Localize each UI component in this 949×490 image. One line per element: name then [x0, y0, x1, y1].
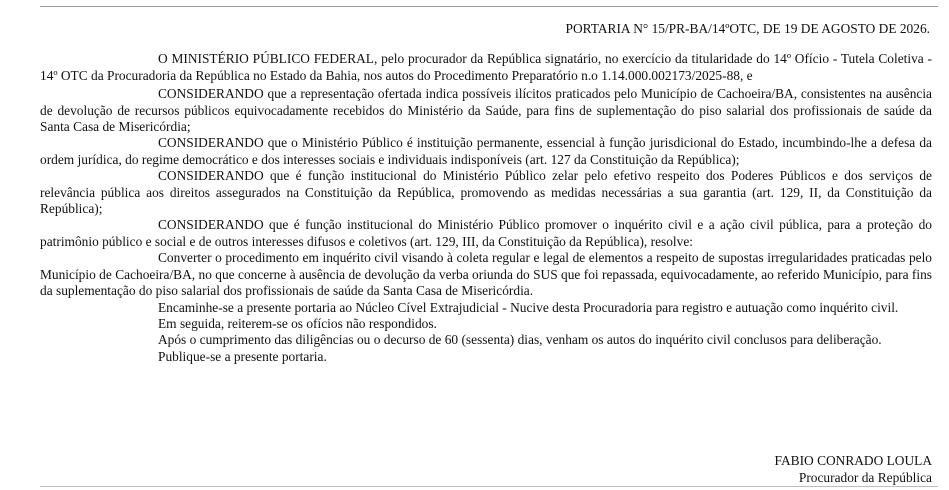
determination-deadline: Após o cumprimento das diligências ou o decurso de 60 (sessenta) dias, venham os autos do inquérito civil conclusos para deliberação.	[158, 332, 882, 348]
top-divider	[40, 6, 938, 7]
signature-block	[775, 452, 932, 486]
determination-publish: Publique-se a presente portaria.	[158, 348, 327, 364]
intro-paragraph: O MINISTÉRIO PÚBLICO FEDERAL, pelo procurador da República signatário, no exercício da titularidade do 14º Ofício - Tutela Coletiva - 14º OTC da Procuradoria da República no Estado da Bahia, nos autos do Procedimento Preparatório n.o 1.14.000.002173/2025-88, e	[40, 51, 932, 83]
bottom-divider	[40, 486, 938, 487]
considerando-2: CONSIDERANDO que o Ministério Público é instituição permanente, essencial à função jurisdicional do Estado, incumbindo-lhe a defesa da ordem jurídica, do regime democrático e dos interesses sociais e individuais indisponíveis (art. 127 da Constituição da República);	[40, 135, 932, 167]
document-body	[40, 21, 932, 365]
determination-forward: Encaminhe-se a presente portaria ao Núcleo Cível Extrajudicial - Nucive desta Procuradoria para registro e autuação como inquérito civil.	[158, 299, 899, 315]
document-heading: PORTARIA N° 15/PR-BA/14ºOTC, DE 19 DE AGOSTO DE 2026.	[565, 21, 930, 36]
considerando-1: CONSIDERANDO que a representação ofertada indica possíveis ilícitos praticados pelo Município de Cachoeira/BA, consistentes na ausência de devolução de recursos públicos equivocadamente recebidos do Ministério da Saúde, para fins de suplementação do piso salarial dos profissionais de saúde da Santa Casa de Misericórdia;	[40, 86, 932, 135]
considerando-4: CONSIDERANDO que é função institucional do Ministério Público promover o inquérito civil e a ação civil pública, para a proteção do patrimônio público e social e de outros interesses difusos e coletivos (art. 129, III, da Constituição da República), resolve:	[40, 217, 932, 249]
considerando-3: CONSIDERANDO que é função institucional do Ministério Público zelar pelo efetivo respeito dos Poderes Públicos e dos serviços de relevância pública aos direitos assegurados na Constituição da República, promovendo as medidas necessárias a sua garantia (art. 129, II, da Constituição da República);	[40, 168, 932, 217]
signer-name: FABIO CONRADO LOULA	[774, 453, 932, 468]
determination-convert: Converter o procedimento em inquérito civil visando à coleta regular e legal de elementos a respeito de supostas irregularidades praticadas pelo Município de Cachoeira/BA, no que concerne à ausência de devolução da verba oriunda do SUS que foi repassada, equivocadamente, ao referido Município, para fins da suplementação do piso salarial dos profissionais de saúde da Santa Casa de Misericórdia.	[40, 250, 932, 299]
signer-title: Procurador da República	[798, 470, 932, 485]
determination-reiterate: Em seguida, reiterem-se os ofícios não respondidos.	[158, 315, 437, 331]
